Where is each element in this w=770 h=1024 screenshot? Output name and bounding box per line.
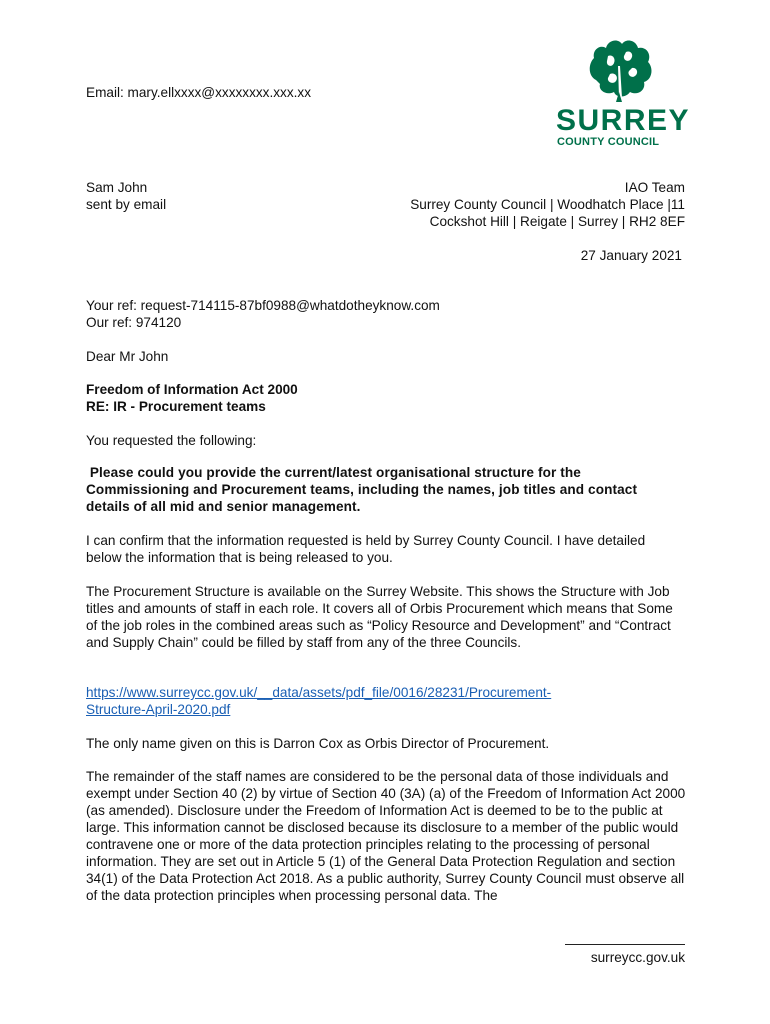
logo-wordmark: SURREY — [556, 104, 691, 137]
recipient-name: Sam John — [86, 180, 148, 195]
procurement-structure-link-2[interactable]: Structure-April-2020.pdf — [86, 702, 231, 717]
subject-line-1: Freedom of Information Act 2000 — [86, 382, 298, 397]
request-quote: Please could you provide the current/latest organisational structure for the Commissioning and Procurement teams, including the names, job titles and contact details of all mid and senior management. — [86, 465, 641, 514]
salutation: Dear Mr John — [86, 349, 169, 364]
structure-paragraph: The Procurement Structure is available on the Surrey Website. This shows the Structure with Job titles and amounts of staff in each role. It covers all of Orbis Procurement which means that Some of the job roles in the combined areas such as “Policy Resource and Development” and “Contract and Supply Chain” could be filled by staff from any of the three Councils. — [86, 584, 673, 650]
sender-address-2: Cockshot Hill | Reigate | Surrey | RH2 8EF — [429, 214, 685, 229]
letter-date: 27 January 2021 — [580, 248, 682, 263]
oak-leaf-icon — [586, 36, 656, 102]
sender-address-1: Surrey County Council | Woodhatch Place |11 — [410, 197, 685, 212]
email-line: Email: mary.ellxxxx@xxxxxxxx.xxx.xx — [86, 85, 312, 100]
confirmation-paragraph: I can confirm that the information requested is held by Surrey County Council. I have detailed below the information that is being released to you. — [86, 533, 646, 565]
footer-rule — [565, 944, 685, 945]
director-paragraph: The only name given on this is Darron Cox as Orbis Director of Procurement. — [86, 736, 550, 751]
sender-team: IAO Team — [624, 180, 685, 195]
request-intro: You requested the following: — [86, 433, 257, 448]
exemption-paragraph: The remainder of the staff names are considered to be the personal data of those individuals and exempt under Section 40 (2) by virtue of Section 40 (3A) (a) of the Freedom of Information Act 2000 (as amended). Disclosure under the Freedom of Information Act is deemed to be to the public at large. This information cannot be disclosed because its disclosure to a member of the public would contravene one or more of the data protection principles relating to the processing of personal information. They are set out in Article 5 (1) of the General Data Protection Regulation and section 34(1) of the Data Protection Act 2018. As a public authority, Surrey County Council must observe all of the data protection principles when processing personal data. The — [86, 769, 686, 903]
our-ref: Our ref: 974120 — [86, 315, 182, 330]
procurement-structure-link-1[interactable]: https://www.surreycc.gov.uk/__data/assets/pdf_file/0016/28231/Procurement- — [86, 685, 552, 700]
surrey-logo — [556, 36, 691, 148]
subject-line-2: RE: IR - Procurement teams — [86, 399, 266, 414]
recipient-method: sent by email — [86, 197, 167, 212]
footer-website: surreycc.gov.uk — [590, 950, 685, 965]
logo-subtitle: COUNTY COUNCIL — [557, 136, 660, 148]
your-ref: Your ref: request-714115-87bf0988@whatdotheyknow.com — [86, 298, 440, 313]
